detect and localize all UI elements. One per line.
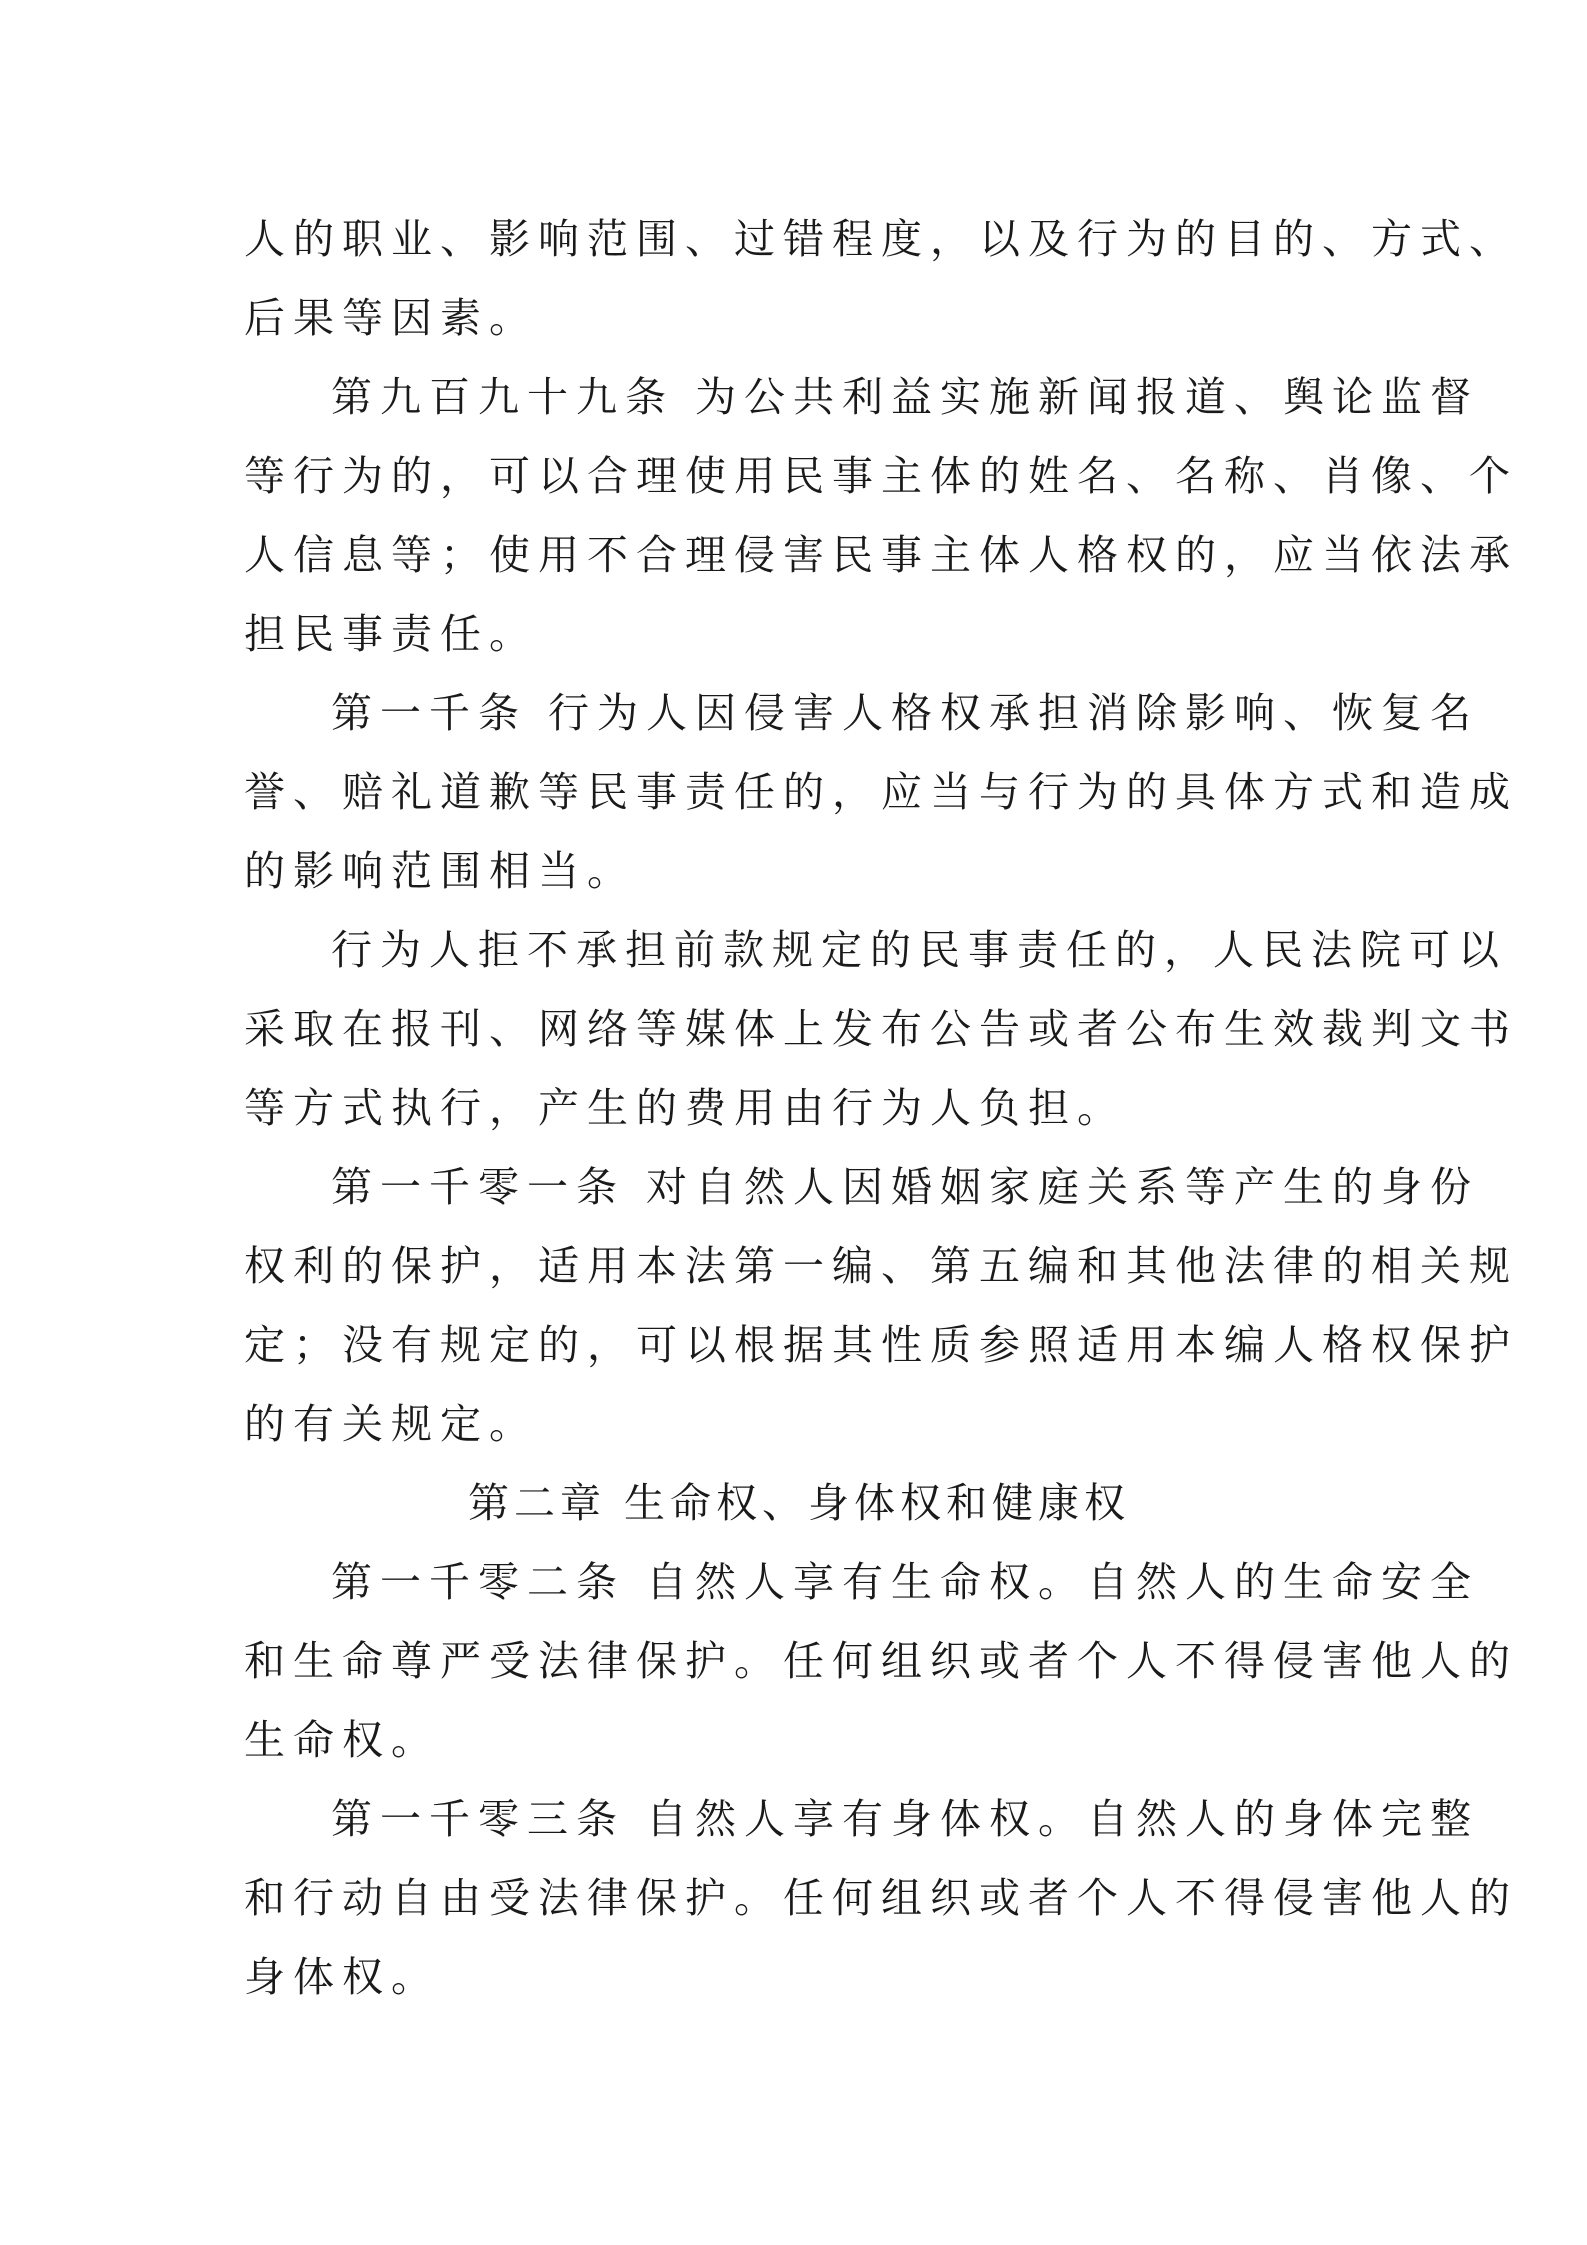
- text-line: 第九百九十九条 为公共利益实施新闻报道、舆论监督: [331, 373, 1480, 421]
- article-1002: [244, 1543, 1518, 1780]
- text-line: 权利的保护，适用本法第一编、第五编和其他法律的相关规: [244, 1242, 1518, 1290]
- document-body: [244, 200, 1518, 2017]
- text-line: 第一千零二条 自然人享有生命权。自然人的生命安全: [331, 1558, 1480, 1606]
- text-line: 和生命尊严受法律保护。任何组织或者个人不得侵害他人的: [244, 1637, 1518, 1685]
- article-1001: [244, 1148, 1518, 1464]
- text-line: 人的职业、影响范围、过错程度，以及行为的目的、方式、: [244, 215, 1518, 263]
- text-line: 第一千零一条 对自然人因婚姻家庭关系等产生的身份: [331, 1163, 1480, 1211]
- text-line: 的影响范围相当。: [244, 847, 636, 895]
- text-line: 生命权。: [244, 1716, 440, 1764]
- text-line: 第一千零三条 自然人享有身体权。自然人的身体完整: [331, 1795, 1480, 1843]
- text-line: 等方式执行，产生的费用由行为人负担。: [244, 1084, 1126, 1132]
- text-line: 誉、赔礼道歉等民事责任的，应当与行为的具体方式和造成: [244, 768, 1518, 816]
- text-line: 行为人拒不承担前款规定的民事责任的，人民法院可以: [331, 926, 1507, 974]
- text-line: 采取在报刊、网络等媒体上发布公告或者公布生效裁判文书: [244, 1005, 1518, 1053]
- text-line: 定；没有规定的，可以根据其性质参照适用本编人格权保护: [244, 1321, 1518, 1369]
- article-1003: [244, 1780, 1518, 2017]
- text-line: 后果等因素。: [244, 294, 538, 342]
- text-line: 担民事责任。: [244, 610, 538, 658]
- text-line: 和行动自由受法律保护。任何组织或者个人不得侵害他人的: [244, 1874, 1518, 1922]
- text-line: 的有关规定。: [244, 1400, 538, 1448]
- text-line: 等行为的，可以合理使用民事主体的姓名、名称、肖像、个: [244, 452, 1518, 500]
- paragraph-continuation: [244, 200, 1518, 358]
- text-line: 身体权。: [244, 1953, 440, 2001]
- text-line: 第一千条 行为人因侵害人格权承担消除影响、恢复名: [331, 689, 1480, 737]
- text-line: 人信息等；使用不合理侵害民事主体人格权的，应当依法承: [244, 531, 1518, 579]
- article-1000: [244, 674, 1518, 911]
- chapter-heading: 第二章 生命权、身体权和健康权: [467, 1479, 1131, 1527]
- article-999: [244, 358, 1518, 674]
- article-1000-paragraph-2: [244, 911, 1518, 1148]
